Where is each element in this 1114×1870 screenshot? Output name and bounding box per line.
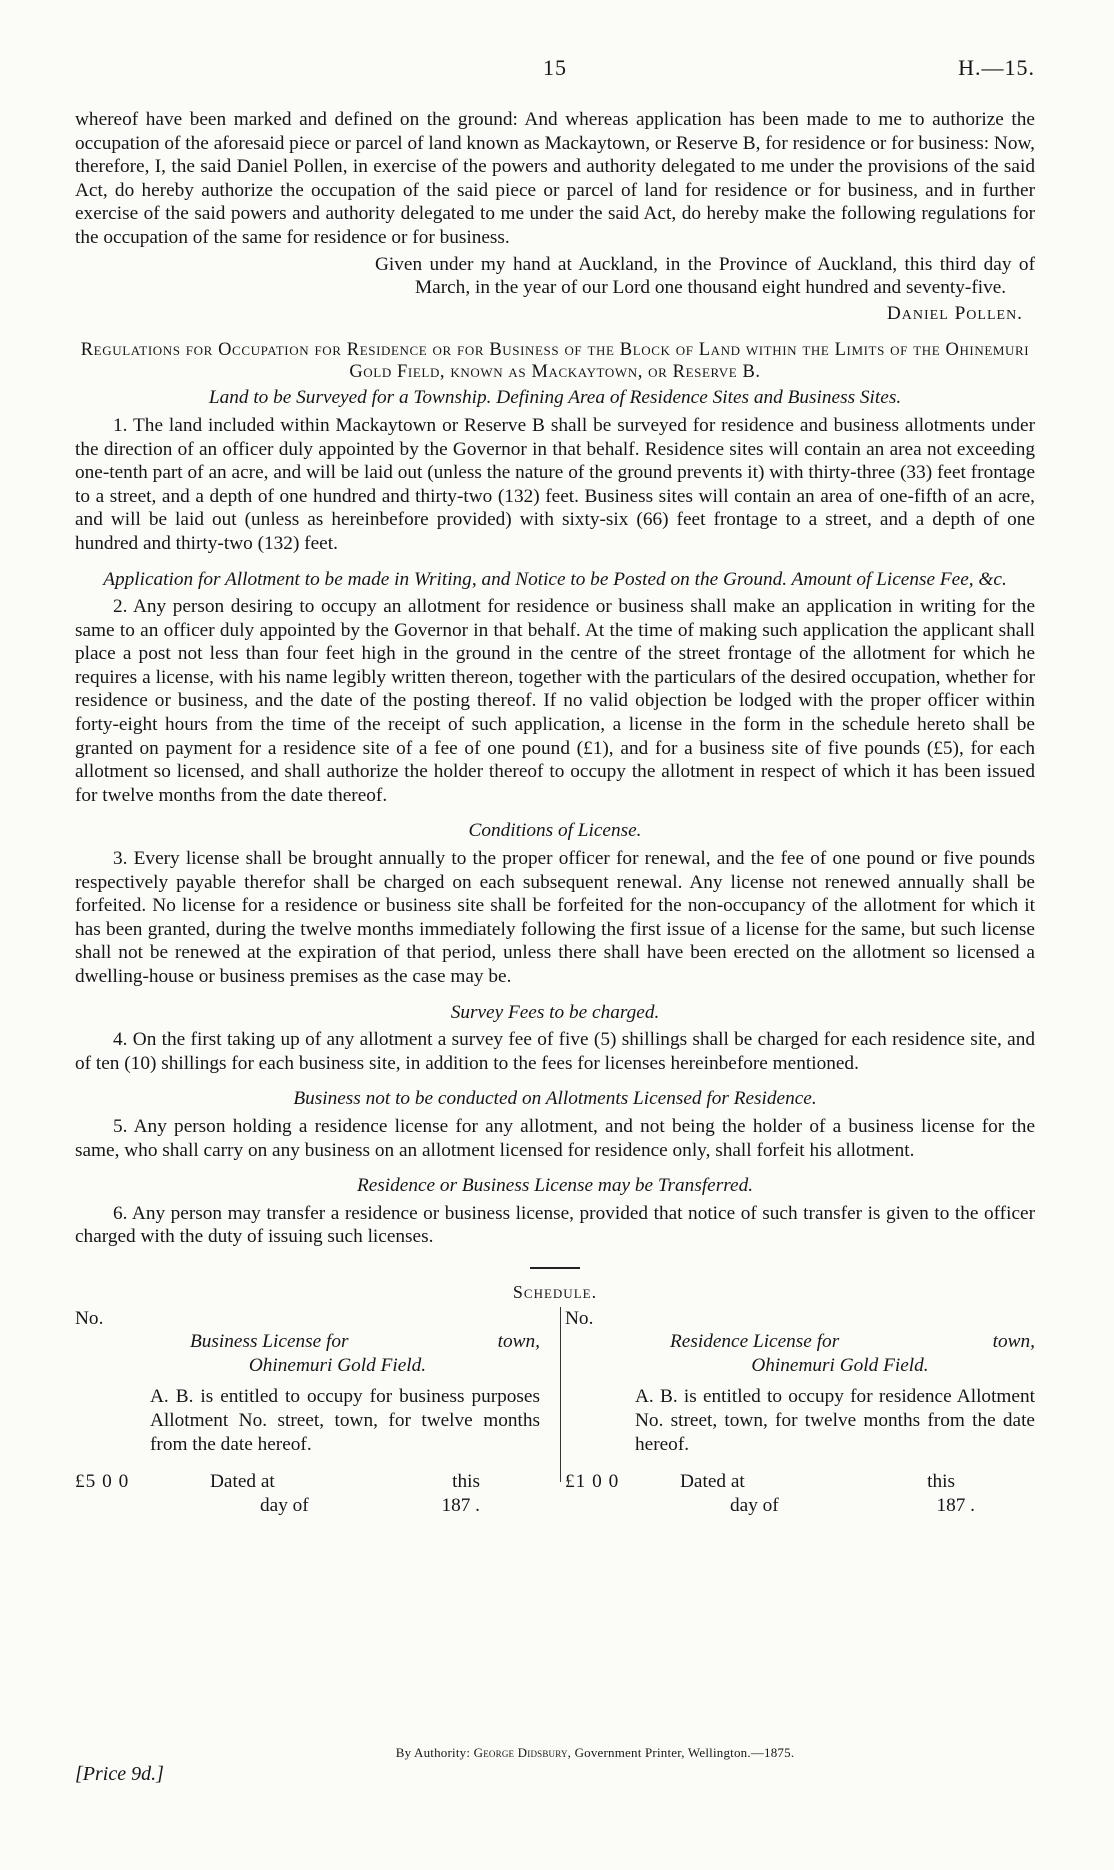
section-heading: Residence or Business License may be Transferred.	[356, 1175, 754, 1197]
imprint-printer-name: George Didsbury,	[473, 1745, 572, 1760]
given-under-hand: Given under my hand at Auckland, in the Province of Auckland, this third day of March, in the year of our Lord one thousand eight hundred and seventy-five.	[375, 253, 1035, 299]
day-of-label: day of	[730, 1494, 779, 1516]
section-text: 3. Every license shall be brought annually to the proper officer for renewal, and the fee of one pound or five pounds respectively payable therefor shall be charged on each subsequent renewal. Any license not renewed annually shall be forfeited. No license for a residence or business site shall be forfeited for the non-occupancy of the allotment for which it has been granted, during the twelve months immediately following the first issue of a license for the same, but such license shall not be renewed at the expiration of that period, unless there shall have been erected on the allotment so licensed a dwelling-house or business premises as the case may be.	[75, 848, 1035, 987]
license-heading: Business License for	[190, 1331, 349, 1353]
section-text: 2. Any person desiring to occupy an allotment for residence or business shall make an application in writing for the same to an officer duly appointed by the Governor in that behalf. At the time of making such application the applicant shall place a post not less than four feet high in the ground in the centre of the street frontage of the allotment for which he requires a license, with his name legibly written thereon, together with the particulars of the desired occupation, whether for residence or business, and the date of the posting thereof. If no valid objection be lodged with the proper officer within forty-eight hours from the time of the receipt of such application, a license in the form in the schedule hereto shall be granted on payment for a residence site of a fee of one pound (£1), and for a business site of five pounds (£5), for each allotment so licensed, and shall authorize the holder thereof to occupy the allotment in respect of which it has been issued for twelve months from the date thereof.	[75, 596, 1035, 806]
section-text: 4. On the first taking up of any allotment a survey fee of five (5) shillings shall be charged for each residence site, and of ten (10) shillings for each business site, in addition to the fees for licenses hereinbefore mentioned.	[75, 1029, 1035, 1074]
signature: Daniel Pollen.	[886, 302, 1023, 324]
page-footer	[75, 1745, 1035, 1785]
license-number-label: No.	[75, 1307, 104, 1329]
dated-at-label: Dated at	[210, 1471, 275, 1493]
page-number: 15	[543, 55, 567, 80]
day-of-label: day of	[260, 1494, 309, 1516]
section-text: 6. Any person may transfer a residence or business license, provided that notice of such transfer is given to the officer charged with the duty of issuing such licenses.	[75, 1202, 1035, 1248]
document-body	[75, 108, 1035, 1607]
dated-at-label: Dated at	[680, 1471, 745, 1493]
residence-license-form	[565, 1307, 1035, 1518]
license-gold-field: Ohinemuri Gold Field.	[248, 1354, 427, 1376]
this-label: this	[927, 1471, 955, 1493]
this-label: this	[452, 1471, 480, 1493]
license-gold-field: Ohinemuri Gold Field.	[751, 1354, 929, 1376]
business-license-form	[75, 1307, 540, 1518]
section-divider	[530, 1267, 580, 1269]
license-body: A. B. is entitled to occupy for residence Allotment No. street, town, for twelve months from the date hereof.	[635, 1386, 1035, 1455]
document-page	[75, 0, 1035, 1870]
regulations-title: Regulations for Occupation for Residence or for Business of the Block of Land within the Limits of the Ohinemuri Gold Field, known as Mackaytown, or Reserve B.	[80, 340, 1030, 383]
section-text: 5. Any person holding a residence license for any allotment, and not being the holder of a business license for the same, who shall carry on any business on an allotment licensed for residence only, shall forfeit his allotment.	[75, 1115, 1035, 1161]
imprint-printer-location: Government Printer, Wellington.—1875.	[574, 1745, 795, 1760]
section-heading: Conditions of License.	[468, 820, 642, 842]
license-heading-town: town,	[992, 1331, 1035, 1353]
price-label: [Price 9d.]	[75, 1763, 164, 1785]
intro-paragraph: whereof have been marked and defined on the ground: And whereas application has been made to me to authorize the occupation of the aforesaid piece or parcel of land known as Mackaytown, or Reserve B, for residence or for business: Now, therefore, I, the said Daniel Pollen, in exercise of the powers and authority delegated to me under the provisions of the said Act, do hereby authorize the occupation of the said piece or parcel of land for residence or for business, and in further exercise of the said powers and authority delegated to me under the said Act, do hereby make the following regulations for the occupation of the same for residence or for business.	[75, 109, 1035, 248]
license-heading: Residence License for	[670, 1331, 840, 1353]
document-code: H.—15.	[958, 55, 1035, 80]
license-number-label: No.	[565, 1307, 594, 1329]
schedule	[75, 1307, 1035, 1607]
year-label: 187 .	[936, 1494, 975, 1516]
page-header	[75, 55, 1035, 85]
license-heading-town: town,	[497, 1331, 540, 1353]
section-heading: Survey Fees to be charged.	[450, 1001, 660, 1023]
printer-imprint	[75, 1745, 1035, 1761]
section-heading: Application for Allotment to be made in Writing, and Notice to be Posted on the Ground. Amount of License Fee, &c.	[103, 568, 1007, 590]
schedule-title: Schedule.	[512, 1281, 598, 1302]
license-fee: £1 0 0	[565, 1471, 620, 1493]
section-text: 1. The land included within Mackaytown or Reserve B shall be surveyed for residence and business allotments under the direction of an officer duly appointed by the Governor in that behalf. Residence sites will contain an area not exceeding one-tenth part of an acre, and will be laid out (unless the nature of the ground prevents it) with thirty-three (33) feet frontage to a street, and a depth of one hundred and thirty-two (132) feet. Business sites will contain an area of one-fifth of an acre, and will be laid out (unless as hereinbefore provided) with sixty-six (66) feet frontage to a street, and a depth of one hundred and thirty-two (132) feet.	[75, 414, 1035, 554]
year-label: 187 .	[441, 1494, 480, 1516]
section-heading: Land to be Surveyed for a Township. Defining Area of Residence Sites and Business Sites.	[208, 387, 902, 409]
imprint-authority: By Authority:	[395, 1745, 471, 1760]
license-body: A. B. is entitled to occupy for business purposes Allotment No. street, town, for twelve months from the date hereof.	[150, 1386, 540, 1455]
section-heading: Business not to be conducted on Allotments Licensed for Residence.	[293, 1088, 817, 1110]
schedule-column-divider	[560, 1307, 561, 1482]
license-fee: £5 0 0	[75, 1471, 130, 1493]
